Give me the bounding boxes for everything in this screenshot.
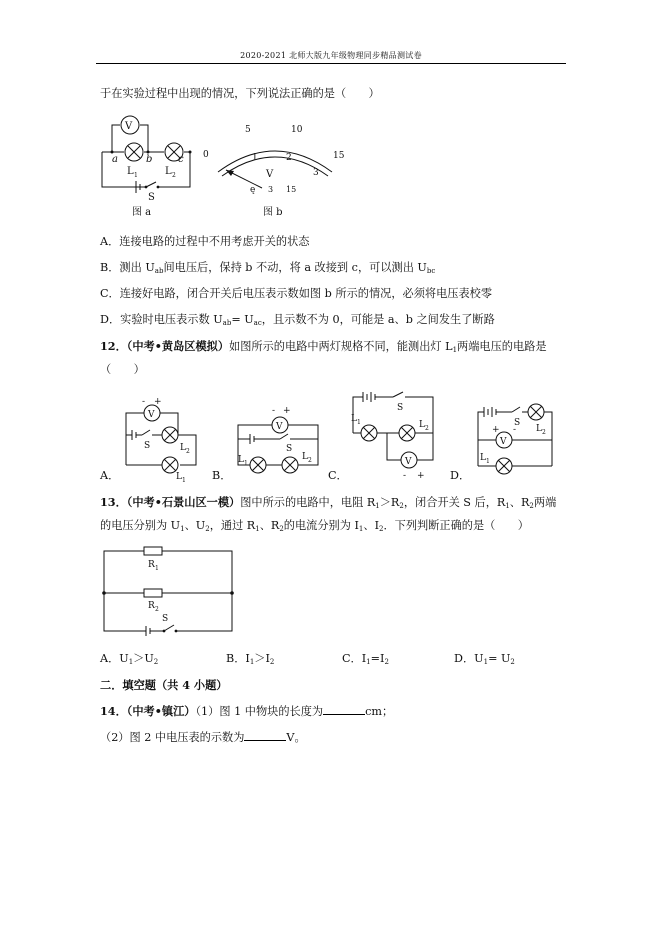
q13-stem-line1: 13．（中考•石景山区一模）图中所示的电路中，电阻 $R_1>R_2$，闭合开关 S 后，$R_1$、$R_2$两端 (100, 495, 557, 510)
svg-text:2: 2 (542, 429, 546, 436)
figure-b-caption: 图 b (263, 207, 283, 218)
q12-stem: 12．（中考•黄岛区模拟）如图所示的电路中两灯规格不同，能测出灯 $L_1$两端电压的电路是 (100, 339, 547, 354)
svg-text:2: 2 (172, 172, 176, 179)
svg-text:2: 2 (186, 448, 190, 455)
svg-text:+: + (417, 471, 425, 481)
figure-b-voltmeter-dial (200, 120, 350, 225)
dial-tick-3: 3 (313, 168, 319, 178)
q11-stem: 于在实验过程中出现的情况，下列说法正确的是（ ） (100, 87, 380, 100)
figure-a-caption: 图 a (132, 207, 152, 218)
q14-blank-1[interactable] (323, 704, 365, 715)
svg-text:+: + (154, 397, 162, 407)
q13-circuit (100, 545, 240, 637)
fig-a-voltmeter-label: V (125, 121, 133, 132)
q14-blank-2[interactable] (244, 730, 286, 741)
q12-circuit-b (230, 405, 330, 485)
dial-tick-10: 10 (291, 125, 303, 135)
q11-option-d: D．实验时电压表示数 $U_{ab}= U_{ac}$，且示数不为 0，可能是 a、b 之间发生了断路 (100, 313, 495, 327)
q12-option-b: B． (212, 469, 232, 482)
q12-option-d: D． (450, 469, 471, 482)
q14-line1: 14．（中考•镇江）（1）图 1 中物块的长度为 cm； (100, 704, 394, 718)
svg-text:S: S (286, 444, 293, 454)
figure-a-circuit (96, 112, 196, 222)
svg-text:V: V (405, 457, 412, 467)
terminal-3: 3 (268, 185, 274, 194)
svg-text:V: V (148, 410, 155, 420)
q13-stem-line2: 的电压分别为 $U_1$、$U_2$，通过 $R_1$、$R_2$的电流分别为 $I_1$、$I_2$．下列判断正确的是（ ） (100, 519, 529, 533)
q13-option-c: C．$I_1=I_2$ (342, 652, 389, 666)
svg-text:1: 1 (244, 460, 248, 467)
svg-text:S: S (514, 418, 521, 428)
q11-option-b: B．测出 $U_{ab}$间电压后，保持 b 不动，将 a 改接到 c，可以测出 $U_{bc}$ (100, 261, 436, 275)
q11-option-c: C．连接好电路，闭合开关后电压表示数如图 b 所示的情况，必须将电压表校零 (100, 287, 493, 300)
svg-text:1: 1 (182, 477, 186, 484)
page-header: 2020-2021 北师大版九年级物理同步精品测试卷 (240, 51, 422, 60)
r1-label: R (148, 560, 155, 570)
svg-text:L: L (238, 455, 244, 465)
q12-circuit-a (118, 395, 208, 485)
svg-text:L: L (176, 472, 182, 482)
svg-text:V: V (500, 437, 507, 447)
terminal-15: 15 (286, 185, 297, 194)
q13-option-b: B．$I_1>I_2$ (226, 652, 275, 666)
node-c: c (178, 154, 184, 165)
dial-tick-0: 0 (203, 150, 209, 160)
node-a: a (112, 154, 118, 165)
svg-text:+: + (283, 406, 291, 416)
svg-text:S: S (144, 441, 151, 451)
q13-option-d: D．$U_1= U_2$ (454, 652, 515, 666)
svg-text:1: 1 (134, 172, 138, 179)
q12-option-c: C． (328, 469, 348, 482)
svg-text:V: V (276, 422, 283, 432)
node-b: b (146, 154, 153, 165)
q13-switch-label: S (162, 614, 169, 624)
svg-text:L: L (351, 414, 357, 424)
svg-text:-: - (513, 425, 517, 435)
fig-a-lamp2: L (165, 166, 172, 177)
svg-text:2: 2 (425, 425, 429, 432)
svg-text:2: 2 (308, 457, 312, 464)
q12-circuit-d (470, 398, 560, 483)
q13-option-a: A．$U_1>U_2$ (100, 652, 159, 666)
svg-text:1: 1 (155, 565, 159, 572)
dial-tick-1: 1 (252, 153, 258, 163)
svg-text:+: + (492, 425, 500, 435)
dial-tick-2: 2 (286, 153, 292, 163)
q12-paren: （ ） (100, 363, 145, 376)
q12-option-a: A． (100, 469, 120, 482)
svg-text:L: L (480, 453, 486, 463)
r2-label: R (148, 601, 155, 611)
dial-unit: V (266, 169, 274, 180)
section-2-title: 二．填空题（共 4 小题） (100, 678, 228, 692)
svg-text:1: 1 (486, 458, 490, 465)
svg-text:L: L (419, 420, 425, 430)
q14-line2: （2）图 2 中电压表的示数为 V。 (100, 731, 306, 744)
q12-circuit-c (345, 385, 445, 480)
dial-tick-5: 5 (245, 125, 251, 135)
terminal-neg: ę (250, 185, 256, 195)
dial-tick-15: 15 (333, 151, 345, 161)
q11-option-a: A．连接电路的过程中不用考虑开关的状态 (100, 235, 310, 248)
svg-text:-: - (403, 471, 407, 481)
fig-a-lamp1: L (127, 166, 134, 177)
svg-text:L: L (302, 452, 308, 462)
svg-text:-: - (142, 397, 146, 407)
svg-text:L: L (180, 443, 186, 453)
svg-text:-: - (272, 406, 276, 416)
header-rule (96, 63, 566, 64)
svg-text:2: 2 (155, 606, 159, 613)
svg-text:S: S (397, 403, 404, 413)
svg-text:1: 1 (357, 419, 361, 426)
fig-a-switch-label: S (148, 192, 155, 203)
svg-text:L: L (536, 424, 542, 434)
